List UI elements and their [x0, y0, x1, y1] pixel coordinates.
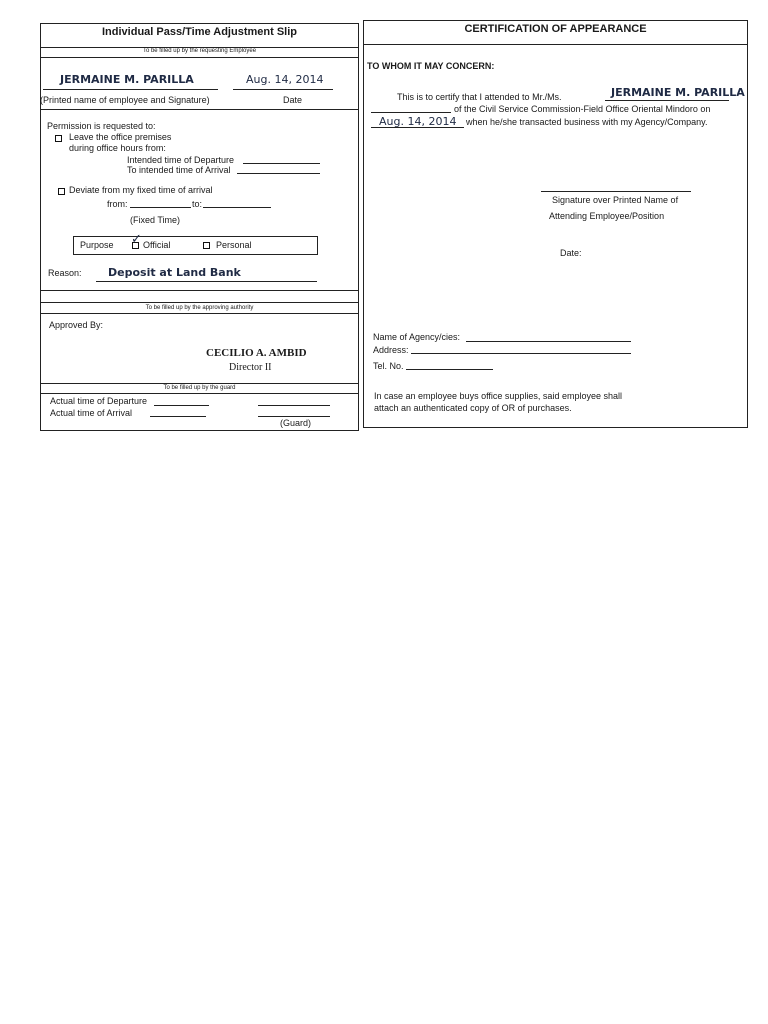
address-field[interactable]: [411, 353, 631, 354]
guard-label: (Guard): [280, 418, 312, 428]
cert-date-label: Date:: [560, 248, 582, 258]
to-label: to:: [192, 199, 203, 209]
intended-departure-field[interactable]: [243, 163, 320, 164]
certification-form: [363, 20, 748, 428]
deviate-checkbox[interactable]: [58, 188, 65, 195]
reason-value[interactable]: Deposit at Land Bank: [108, 266, 241, 279]
employee-name-value[interactable]: JERMAINE M. PARILLA: [60, 73, 194, 86]
leave-line1: Leave the office premises: [69, 132, 172, 142]
salutation: TO WHOM IT MAY CONCERN:: [367, 61, 495, 71]
printed-name-label: (Printed name of employee and Signature): [40, 95, 210, 105]
actual-departure-field[interactable]: [154, 405, 209, 406]
agency-field[interactable]: [466, 341, 631, 342]
certify-text: This is to certify that I attended to Mr./Ms.: [397, 92, 562, 102]
purpose-label: Purpose: [80, 240, 114, 250]
fixed-time-label: (Fixed Time): [130, 215, 181, 225]
intended-arrival-field[interactable]: [237, 173, 320, 174]
personal-checkbox[interactable]: [203, 242, 210, 249]
from-field[interactable]: [130, 207, 191, 208]
guard-field-2[interactable]: [258, 416, 330, 417]
permission-label: Permission is requested to:: [47, 121, 156, 131]
agency-label: Name of Agency/cies:: [373, 332, 461, 342]
from-label: from:: [107, 199, 128, 209]
slip-date-value[interactable]: Aug. 14, 2014: [246, 73, 324, 86]
note-line2: attach an authenticated copy of OR of purchases.: [374, 403, 572, 413]
checkmark-icon: ✓: [131, 232, 142, 247]
signature-label: Signature over Printed Name of: [552, 195, 679, 205]
guard-section-label: To be filled up by the guard: [163, 385, 236, 391]
guard-field-1[interactable]: [258, 405, 330, 406]
intended-arrival-label: To intended time of Arrival: [127, 165, 231, 175]
actual-arrival-label: Actual time of Arrival: [50, 408, 133, 418]
note-line1: In case an employee buys office supplies, said employee shall: [374, 391, 622, 401]
employee-section-label: To be filled up by the requesting Employee: [142, 48, 257, 54]
personal-label: Personal: [216, 240, 252, 250]
leave-line2: during office hours from:: [69, 143, 166, 153]
attending-label: Attending Employee/Position: [549, 211, 665, 221]
actual-arrival-field[interactable]: [150, 416, 206, 417]
leave-checkbox[interactable]: [55, 135, 62, 142]
approving-section-label: To be filled up by the approving authority: [145, 305, 254, 311]
address-label: Address:: [373, 345, 409, 355]
certification-title: CERTIFICATION OF APPEARANCE: [464, 23, 647, 35]
approver-name: CECILIO A. AMBID: [206, 347, 307, 359]
intended-departure-label: Intended time of Departure: [127, 155, 235, 165]
tel-field[interactable]: [406, 369, 493, 370]
cert-date-value[interactable]: Aug. 14, 2014: [379, 115, 457, 128]
date-label: Date: [283, 95, 303, 105]
transacted-text: when he/she transacted business with my Agency/Company.: [466, 117, 708, 127]
actual-departure-label: Actual time of Departure: [50, 396, 148, 406]
tel-label: Tel. No.: [373, 361, 404, 371]
cert-person-name[interactable]: JERMAINE M. PARILLA: [611, 86, 745, 99]
signature-line[interactable]: [541, 191, 691, 192]
deviate-label: Deviate from my fixed time of arrival: [69, 185, 213, 195]
office-text: of the Civil Service Commission-Field Office Oriental Mindoro on: [454, 104, 711, 114]
reason-label: Reason:: [48, 268, 82, 278]
pass-slip-title: Individual Pass/Time Adjustment Slip: [102, 26, 297, 38]
to-field[interactable]: [203, 207, 271, 208]
approver-title: Director II: [229, 362, 272, 373]
official-label: Official: [143, 240, 171, 250]
approved-by-label: Approved By:: [49, 320, 104, 330]
